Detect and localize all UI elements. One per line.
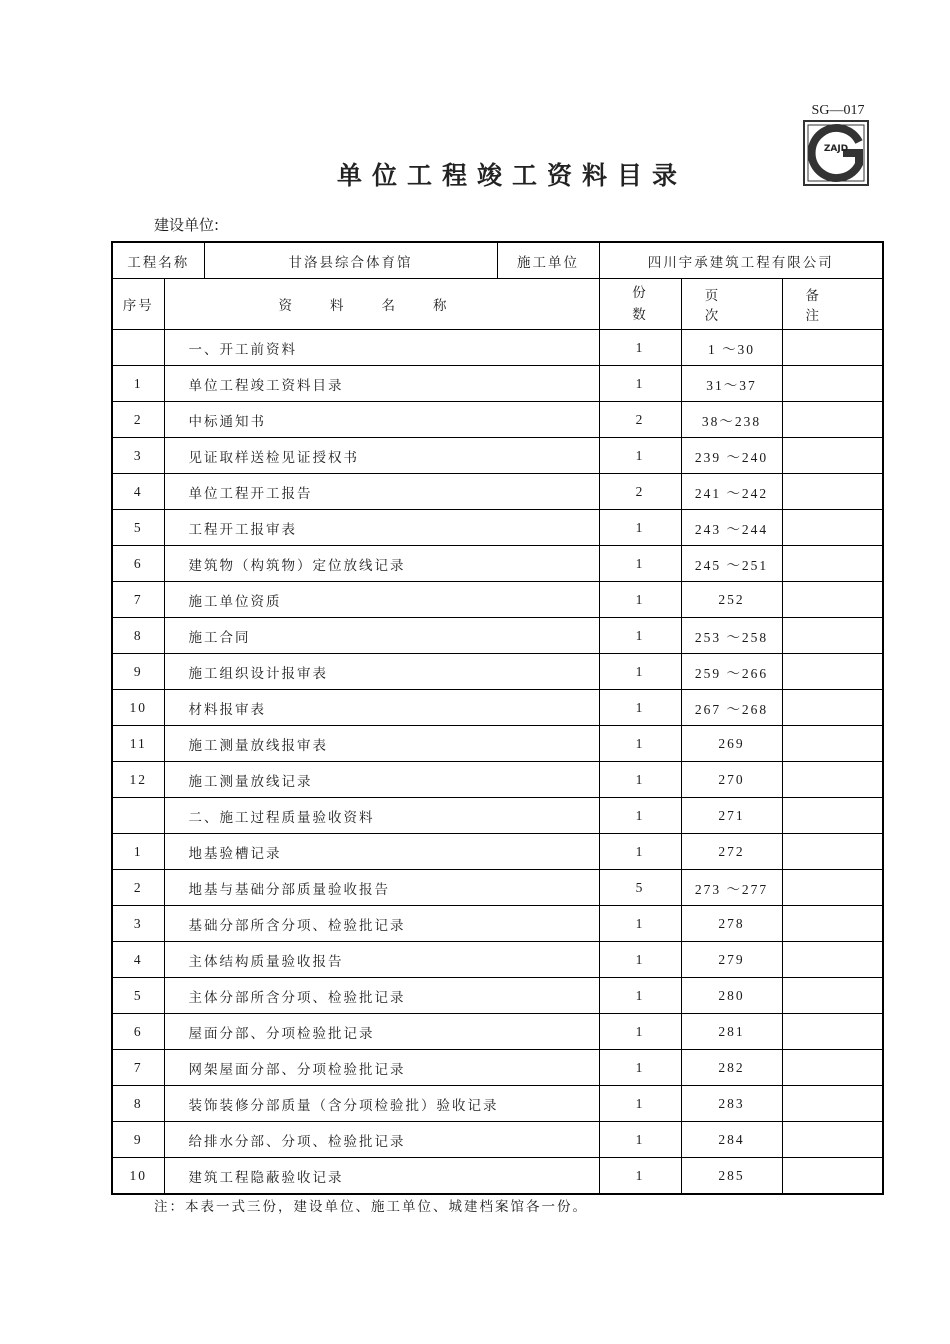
row-remarks	[782, 1158, 883, 1195]
table-row	[112, 942, 883, 978]
row-seq: 4	[112, 942, 164, 978]
row-copies: 1	[599, 978, 681, 1014]
row-name: 材料报审表	[164, 690, 599, 726]
row-pages: 270	[681, 762, 782, 798]
col-copies-top: 份	[632, 285, 648, 301]
row-copies: 1	[599, 510, 681, 546]
row-name: 见证取样送检见证授权书	[164, 438, 599, 474]
row-remarks	[782, 366, 883, 402]
row-seq: 6	[112, 546, 164, 582]
row-seq: 8	[112, 618, 164, 654]
row-remarks	[782, 1050, 883, 1086]
table-row	[112, 762, 883, 798]
row-remarks	[782, 690, 883, 726]
row-remarks	[782, 546, 883, 582]
row-name: 给排水分部、分项、检验批记录	[164, 1122, 599, 1158]
row-pages: 282	[681, 1050, 782, 1086]
row-remarks	[782, 870, 883, 906]
row-remarks	[782, 618, 883, 654]
row-pages: 283	[681, 1086, 782, 1122]
row-copies: 1	[599, 762, 681, 798]
row-remarks	[782, 330, 883, 366]
row-seq: 4	[112, 474, 164, 510]
row-remarks	[782, 942, 883, 978]
row-remarks	[782, 1086, 883, 1122]
table-row	[112, 1158, 883, 1195]
row-copies: 1	[599, 618, 681, 654]
col-copies	[599, 279, 681, 330]
row-pages: 259 ～266	[681, 654, 782, 690]
row-seq: 12	[112, 762, 164, 798]
row-pages: 271	[681, 798, 782, 834]
table-row	[112, 1122, 883, 1158]
table-row	[112, 330, 883, 366]
row-name: 主体分部所含分项、检验批记录	[164, 978, 599, 1014]
row-remarks	[782, 402, 883, 438]
table-row	[112, 510, 883, 546]
row-name: 装饰装修分部质量（含分项检验批）验收记录	[164, 1086, 599, 1122]
row-pages: 284	[681, 1122, 782, 1158]
row-seq: 5	[112, 510, 164, 546]
row-name: 网架屋面分部、分项检验批记录	[164, 1050, 599, 1086]
row-seq: 9	[112, 1122, 164, 1158]
row-pages: 273 ～277	[681, 870, 782, 906]
row-name: 屋面分部、分项检验批记录	[164, 1014, 599, 1050]
table-row	[112, 906, 883, 942]
row-name: 中标通知书	[164, 402, 599, 438]
svg-text:ZAJD: ZAJD	[823, 144, 849, 154]
row-name: 施工组织设计报审表	[164, 654, 599, 690]
row-pages: 239 ～240	[681, 438, 782, 474]
contractor-value: 四川宇承建筑工程有限公司	[599, 242, 883, 279]
row-seq: 10	[112, 690, 164, 726]
row-seq: 8	[112, 1086, 164, 1122]
row-copies: 1	[599, 654, 681, 690]
row-seq: 11	[112, 726, 164, 762]
row-copies: 1	[599, 438, 681, 474]
table-row	[112, 834, 883, 870]
table-row	[112, 726, 883, 762]
row-copies: 1	[599, 726, 681, 762]
row-pages: 1 ～30	[681, 330, 782, 366]
table-row	[112, 978, 883, 1014]
catalog-table	[111, 241, 884, 1195]
row-pages: 31～37	[681, 366, 782, 402]
row-name: 二、施工过程质量验收资料	[164, 798, 599, 834]
row-remarks	[782, 654, 883, 690]
row-remarks	[782, 834, 883, 870]
project-row	[112, 242, 883, 279]
row-seq: 1	[112, 834, 164, 870]
row-name: 主体结构质量验收报告	[164, 942, 599, 978]
table-row	[112, 870, 883, 906]
table-row	[112, 546, 883, 582]
row-pages: 241 ～242	[681, 474, 782, 510]
row-name: 地基与基础分部质量验收报告	[164, 870, 599, 906]
row-copies: 1	[599, 1014, 681, 1050]
column-header-row	[112, 279, 883, 330]
document-code: SG—017	[811, 103, 865, 118]
row-pages: 281	[681, 1014, 782, 1050]
row-name: 工程开工报审表	[164, 510, 599, 546]
row-remarks	[782, 978, 883, 1014]
contractor-label: 施工单位	[497, 242, 599, 279]
row-copies: 2	[599, 474, 681, 510]
row-pages: 245 ～251	[681, 546, 782, 582]
row-seq: 7	[112, 582, 164, 618]
row-name: 建筑物（构筑物）定位放线记录	[164, 546, 599, 582]
col-pages-text: 页次	[704, 288, 759, 324]
row-name: 施工测量放线记录	[164, 762, 599, 798]
table-row	[112, 1086, 883, 1122]
row-copies: 2	[599, 402, 681, 438]
row-copies: 5	[599, 870, 681, 906]
row-remarks	[782, 798, 883, 834]
row-seq	[112, 798, 164, 834]
col-name	[164, 279, 599, 330]
row-seq: 2	[112, 402, 164, 438]
row-seq: 7	[112, 1050, 164, 1086]
table-row	[112, 438, 883, 474]
row-copies: 1	[599, 1050, 681, 1086]
row-copies: 1	[599, 546, 681, 582]
col-copies-bottom: 数	[632, 307, 648, 323]
row-pages: 38～238	[681, 402, 782, 438]
col-name-text: 资料名称	[278, 298, 485, 314]
row-remarks	[782, 1122, 883, 1158]
owner-label: 建设单位:	[154, 216, 220, 234]
row-seq: 2	[112, 870, 164, 906]
row-copies: 1	[599, 834, 681, 870]
row-remarks	[782, 726, 883, 762]
table-row	[112, 1014, 883, 1050]
row-copies: 1	[599, 1158, 681, 1195]
row-pages: 278	[681, 906, 782, 942]
row-copies: 1	[599, 1086, 681, 1122]
row-remarks	[782, 582, 883, 618]
row-seq: 5	[112, 978, 164, 1014]
row-copies: 1	[599, 690, 681, 726]
row-seq: 9	[112, 654, 164, 690]
table-row	[112, 474, 883, 510]
row-remarks	[782, 474, 883, 510]
row-copies: 1	[599, 798, 681, 834]
row-remarks	[782, 906, 883, 942]
row-name: 一、开工前资料	[164, 330, 599, 366]
table-row	[112, 618, 883, 654]
table-row	[112, 798, 883, 834]
row-copies: 1	[599, 906, 681, 942]
row-copies: 1	[599, 582, 681, 618]
row-seq: 6	[112, 1014, 164, 1050]
row-pages: 280	[681, 978, 782, 1014]
row-copies: 1	[599, 942, 681, 978]
row-pages: 285	[681, 1158, 782, 1195]
row-seq: 3	[112, 906, 164, 942]
row-pages: 252	[681, 582, 782, 618]
table-row	[112, 366, 883, 402]
row-pages: 243 ～244	[681, 510, 782, 546]
table-row	[112, 654, 883, 690]
col-seq: 序号	[112, 279, 164, 330]
row-name: 单位工程竣工资料目录	[164, 366, 599, 402]
row-seq: 3	[112, 438, 164, 474]
row-name: 基础分部所含分项、检验批记录	[164, 906, 599, 942]
row-pages: 279	[681, 942, 782, 978]
row-pages: 267 ～268	[681, 690, 782, 726]
project-label: 工程名称	[112, 242, 204, 279]
row-seq: 1	[112, 366, 164, 402]
page-title: 单位工程竣工资料目录	[336, 161, 687, 190]
table-row	[112, 690, 883, 726]
col-remarks	[782, 279, 883, 330]
row-copies: 1	[599, 1122, 681, 1158]
table-row	[112, 1050, 883, 1086]
row-remarks	[782, 438, 883, 474]
row-name: 施工单位资质	[164, 582, 599, 618]
project-value: 甘洛县综合体育馆	[204, 242, 497, 279]
row-pages: 269	[681, 726, 782, 762]
row-name: 单位工程开工报告	[164, 474, 599, 510]
row-copies: 1	[599, 330, 681, 366]
row-name: 施工测量放线报审表	[164, 726, 599, 762]
col-pages	[681, 279, 782, 330]
row-pages: 253 ～258	[681, 618, 782, 654]
table-row	[112, 402, 883, 438]
row-name: 地基验槽记录	[164, 834, 599, 870]
col-remarks-text: 备注	[805, 288, 859, 324]
row-name: 施工合同	[164, 618, 599, 654]
row-pages: 272	[681, 834, 782, 870]
row-name: 建筑工程隐蔽验收记录	[164, 1158, 599, 1195]
row-remarks	[782, 510, 883, 546]
row-remarks	[782, 1014, 883, 1050]
row-seq	[112, 330, 164, 366]
row-copies: 1	[599, 366, 681, 402]
table-row	[112, 582, 883, 618]
footnote: 注：本表一式三份，建设单位、施工单位、城建档案馆各一份。	[154, 1199, 588, 1215]
row-seq: 10	[112, 1158, 164, 1195]
row-remarks	[782, 762, 883, 798]
